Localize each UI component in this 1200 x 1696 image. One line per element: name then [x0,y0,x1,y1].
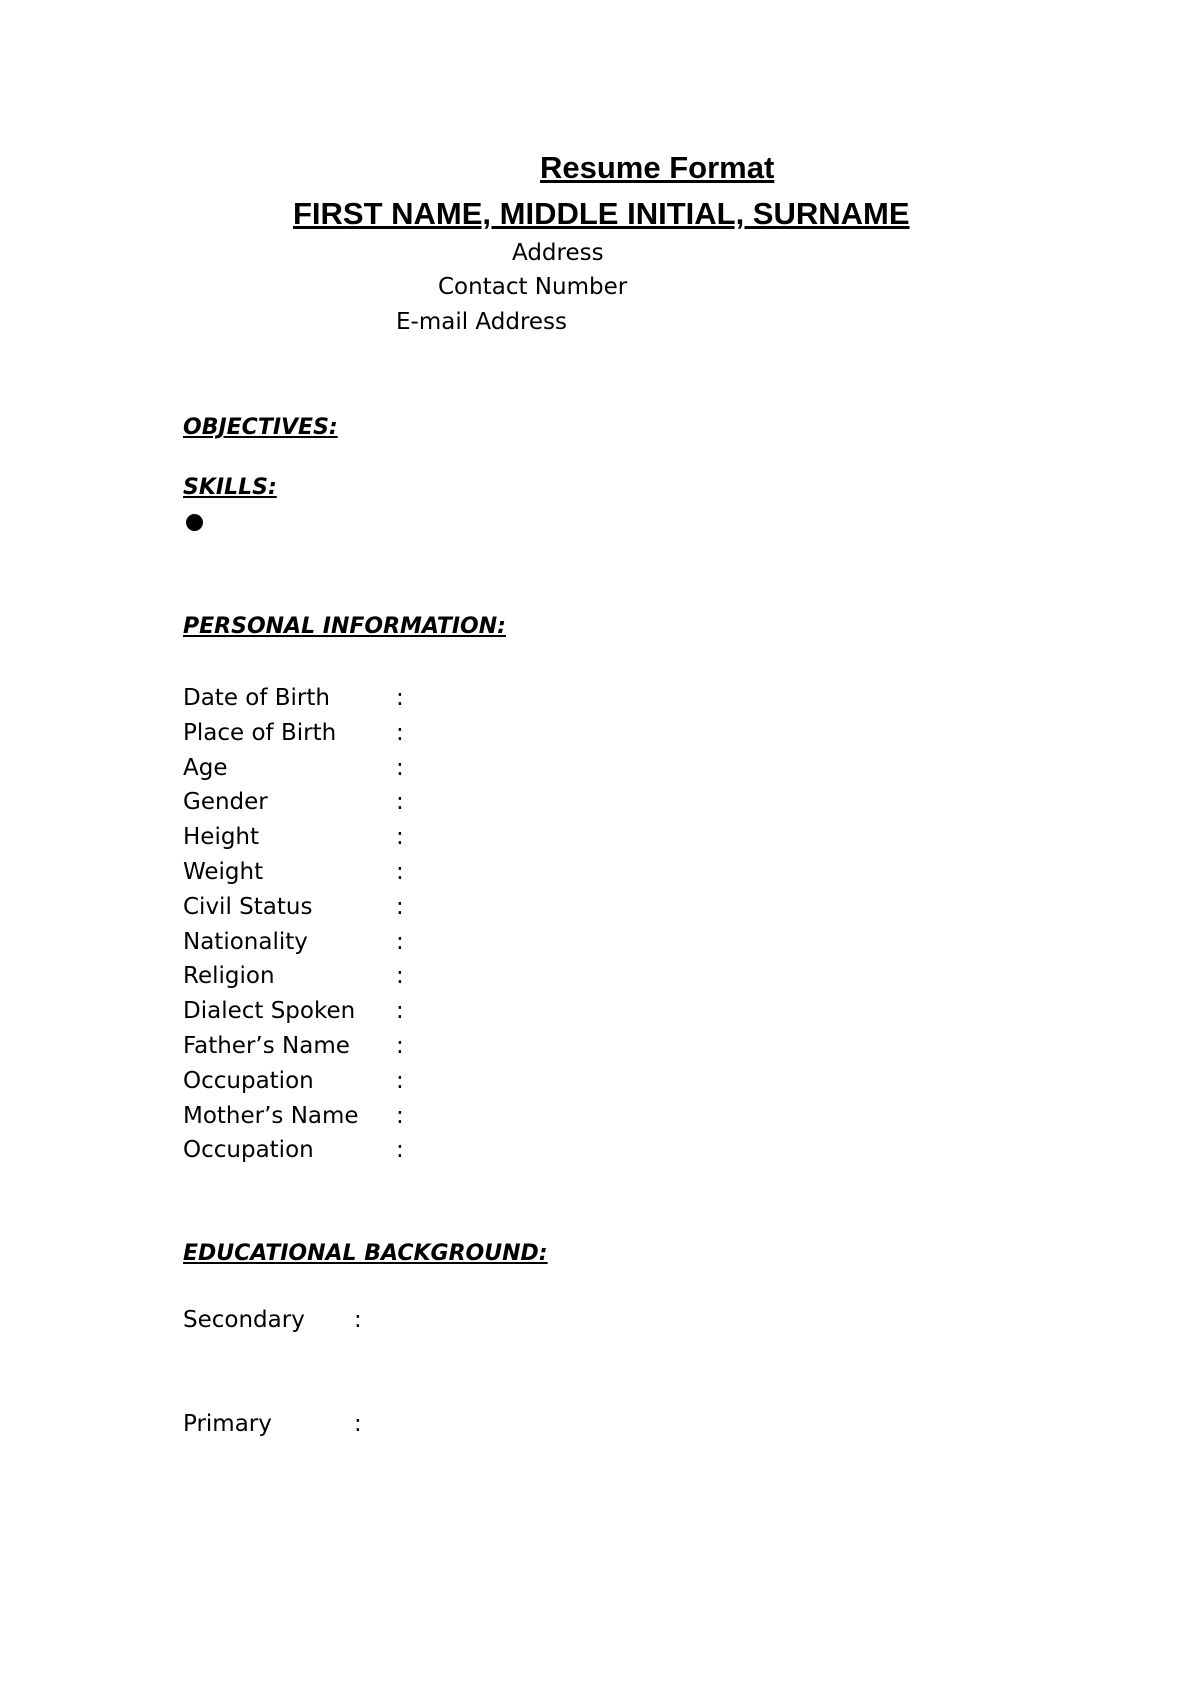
info-separator: : [396,893,404,920]
personal-information-heading: PERSONAL INFORMATION: [183,614,506,639]
info-label: Mother’s Name [183,1102,359,1129]
address-line: Address [512,240,604,266]
info-label: Occupation [183,1137,314,1164]
objectives-heading: OBJECTIVES: [183,415,338,440]
info-label: Date of Birth [183,685,330,711]
applicant-name-heading: FIRST NAME, MIDDLE INITIAL, SURNAME [293,196,910,231]
info-separator: : [396,754,404,781]
info-separator: : [396,824,404,851]
info-label: Gender [183,789,268,816]
education-separator: : [354,1411,362,1437]
info-separator: : [396,1102,404,1129]
education-label: Secondary [183,1307,305,1333]
info-separator: : [396,685,404,711]
contact-number-line: Contact Number [438,274,628,300]
bullet-icon [186,514,203,531]
skills-heading: SKILLS: [183,475,277,500]
info-label: Civil Status [183,893,313,920]
info-label: Religion [183,963,275,990]
document-title: Resume Format [540,150,775,185]
info-label: Height [183,824,260,851]
email-address-line: E-mail Address [396,309,568,335]
info-separator: : [396,963,404,990]
education-separator: : [354,1307,362,1333]
info-label: Dialect Spoken [183,998,356,1025]
info-label: Weight [183,858,264,885]
info-separator: : [396,719,404,746]
info-label: Occupation [183,1067,314,1094]
info-label: Nationality [183,928,308,955]
education-label: Primary [183,1411,272,1437]
info-separator: : [396,1067,404,1094]
info-label: Age [183,754,228,781]
info-separator: : [396,789,404,816]
info-separator: : [396,928,404,955]
info-separator: : [396,1032,404,1059]
info-label: Father’s Name [183,1032,350,1059]
info-separator: : [396,998,404,1025]
educational-background-heading: EDUCATIONAL BACKGROUND: [183,1241,548,1266]
info-label: Place of Birth [183,719,337,746]
info-separator: : [396,1137,404,1164]
info-separator: : [396,858,404,885]
